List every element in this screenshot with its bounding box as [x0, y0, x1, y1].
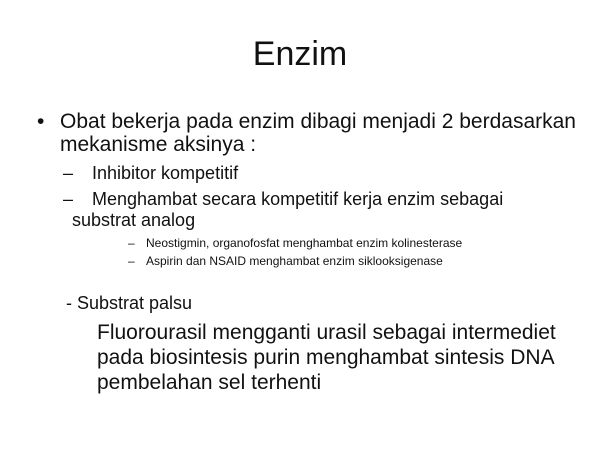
bullet-dot: • — [37, 110, 45, 133]
sub2-line2: substrat analog — [72, 210, 196, 230]
subsub2-text: Aspirin dan NSAID menghambat enzim siklooksigenase — [146, 254, 443, 268]
sub1-dash: – — [63, 163, 74, 183]
substrat-palsu: - Substrat palsu — [66, 293, 193, 313]
subsub2-dash: – — [128, 254, 135, 268]
bullet1-line1: Obat bekerja pada enzim dibagi menjadi 2 berdasarkan — [60, 110, 576, 133]
fluoro-line1: Fluorourasil mengganti urasil sebagai intermediet — [97, 321, 556, 344]
slide-title: Enzim — [252, 35, 348, 73]
sub2-line1: Menghambat secara kompetitif kerja enzim sebagai — [92, 189, 504, 209]
fluoro-line2: pada biosintesis purin menghambat sintesis DNA — [97, 346, 555, 369]
bullet1-line2: mekanisme aksinya : — [60, 133, 257, 156]
sub2-dash: – — [63, 189, 74, 209]
fluoro-line3: pembelahan sel terhenti — [97, 371, 322, 394]
sub1-text: Inhibitor kompetitif — [92, 163, 239, 183]
subsub1-dash: – — [128, 236, 135, 250]
subsub1-text: Neostigmin, organofosfat menghambat enzim kolinesterase — [146, 236, 463, 250]
